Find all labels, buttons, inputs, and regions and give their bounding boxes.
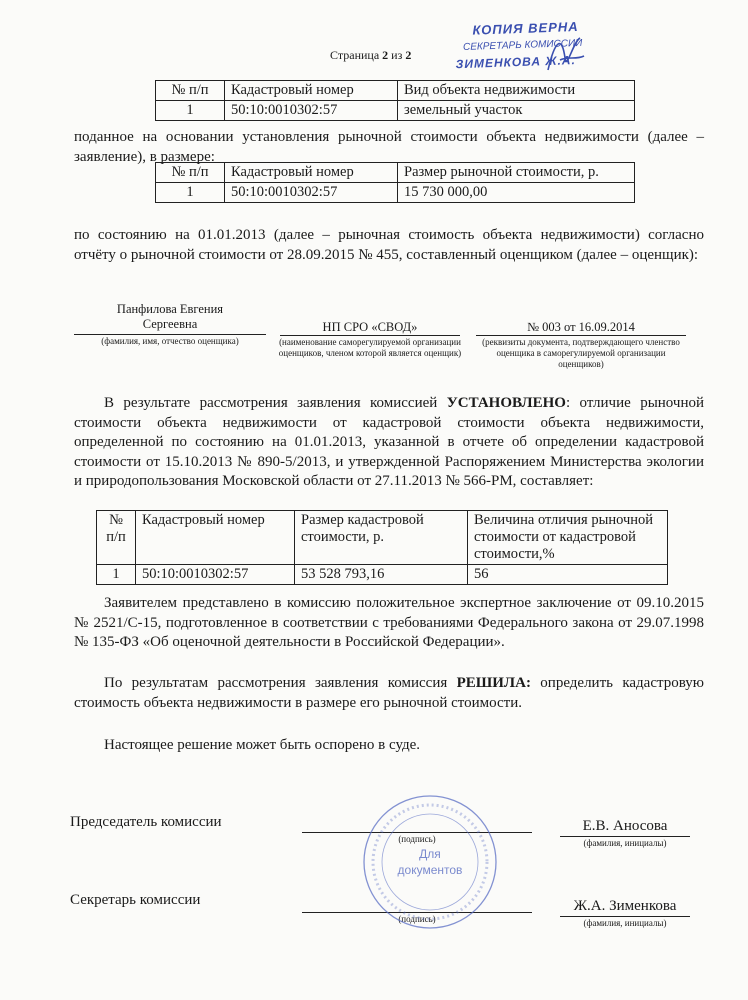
sro-name: НП СРО «СВОД» [322,320,418,334]
sro-caption: (наименование саморегулируемой организации оценщиков, членом которой является оценщик) [278,337,462,358]
table-cell: 53 528 793,16 [295,565,468,585]
membership-doc: № 003 от 16.09.2014 [527,320,635,334]
paragraph-appeal: Настоящее решение может быть оспорено в суде. [104,737,421,753]
table-header-cell: Кадастровый номер [136,511,295,565]
table-header-row [156,81,635,101]
chair-name: Е.В. Аносова [582,818,668,834]
secretary-name-caption: (фамилия, инициалы) [583,918,667,928]
table-header-row [97,511,668,565]
table-cell: 1 [156,101,225,121]
object-type-table [155,80,635,121]
table-cell: 15 730 000,00 [398,183,635,203]
secretary-name-underline [560,916,690,917]
signature-mark [540,30,590,80]
paragraph-established: В результате рассмотрения заявления комиссией УСТАНОВЛЕНО: отличие рыночной стоимости объекта недвижимости от кадастровой стоимости объекта недвижимости, определенной по состоянию на 01.01.2013, указанной в отчете об определении кадастровой стоимости от 15.10.2013 № 890-5/2013, и утвержденной Распоряжением Министерства экологии и природопользования Московской области от 27.11.2013 № 566-РМ, составляет: [74,395,705,489]
market-value-table [155,162,635,203]
table-header-cell: Кадастровый номер [225,163,398,183]
appraiser-name-caption: (фамилия, имя, отчество оценщика) [101,336,239,346]
decided-keyword: РЕШИЛА: [456,675,531,691]
table-header-cell: Величина отличия рыночной стоимости от кадастровой стоимости,% [468,511,668,565]
table-cell: 50:10:0010302:57 [136,565,295,585]
table-header-row [156,163,635,183]
stamp-center-line2: документов [397,863,463,877]
page-number: Страница 2 из 2 [330,48,412,62]
table-header-cell: Кадастровый номер [225,81,398,101]
membership-doc-caption: (реквизиты документа, подтверждающего членство оценщика в саморегулируемой организации оценщиков) [482,337,680,369]
table-cell: 50:10:0010302:57 [225,101,398,121]
secretary-signature-caption: (подпись) [398,914,436,924]
chair-name-caption: (фамилия, инициалы) [583,838,667,848]
table-cell: 56 [468,565,668,585]
table-row [156,101,635,121]
round-seal-stamp [360,792,500,932]
table-header-cell: № п/п [156,81,225,101]
table-row [156,183,635,203]
established-keyword: УСТАНОВЛЕНО [446,395,566,411]
chair-label: Председатель комиссии [70,814,222,830]
chair-signature-caption: (подпись) [398,834,436,844]
paragraph-application: поданное на основании установления рыночной стоимости объекта недвижимости (далее – заявление), в размере: [74,129,704,165]
paragraph-decided: По результатам рассмотрения заявления комиссия РЕШИЛА: определить кадастровую стоимость объекта недвижимости в размере его рыночной стоимости. [74,675,705,711]
appraiser-name: Панфилова Евгения Сергеевна [116,302,224,331]
secretary-name: Ж.А. Зименкова [573,898,677,914]
sro-underline [280,335,460,336]
table-header-cell: № п/п [156,163,225,183]
stamp-center-line1: Для [419,847,441,861]
membership-doc-underline [476,335,686,336]
paragraph-expert-conclusion: Заявителем представлено в комиссию положительное экспертное заключение от 09.10.2015 № 2521/С-15, подготовленное в соответствии с требованиями Федерального закона от 29.07.1998 № 135-ФЗ «Об оценочной деятельности в Российской Федерации». [74,595,704,650]
paragraph-market-value: по состоянию на 01.01.2013 (далее – рыночная стоимость объекта недвижимости) согласно отчёту о рыночной стоимости от 28.09.2015 № 455, составленный оценщиком (далее – оценщик): [74,227,704,263]
table-header-cell: Размер рыночной стоимости, р. [398,163,635,183]
cadastral-value-table [96,510,668,585]
table-cell: 50:10:0010302:57 [225,183,398,203]
chair-name-underline [560,836,690,837]
table-cell: 1 [97,565,136,585]
appraiser-name-underline [74,334,266,335]
table-cell: 1 [156,183,225,203]
copy-certified-stamp: КОПИЯ ВЕРНА СЕКРЕТАРЬ КОМИССИИ ЗИМЕНКОВА Ж.А. [455,18,583,72]
table-header-cell: № п/п [97,511,136,565]
table-row [97,565,668,585]
table-header-cell: Размер кадастровой стоимости, р. [295,511,468,565]
table-cell: земельный участок [398,101,635,121]
table-header-cell: Вид объекта недвижимости [398,81,635,101]
secretary-label: Секретарь комиссии [70,892,201,908]
